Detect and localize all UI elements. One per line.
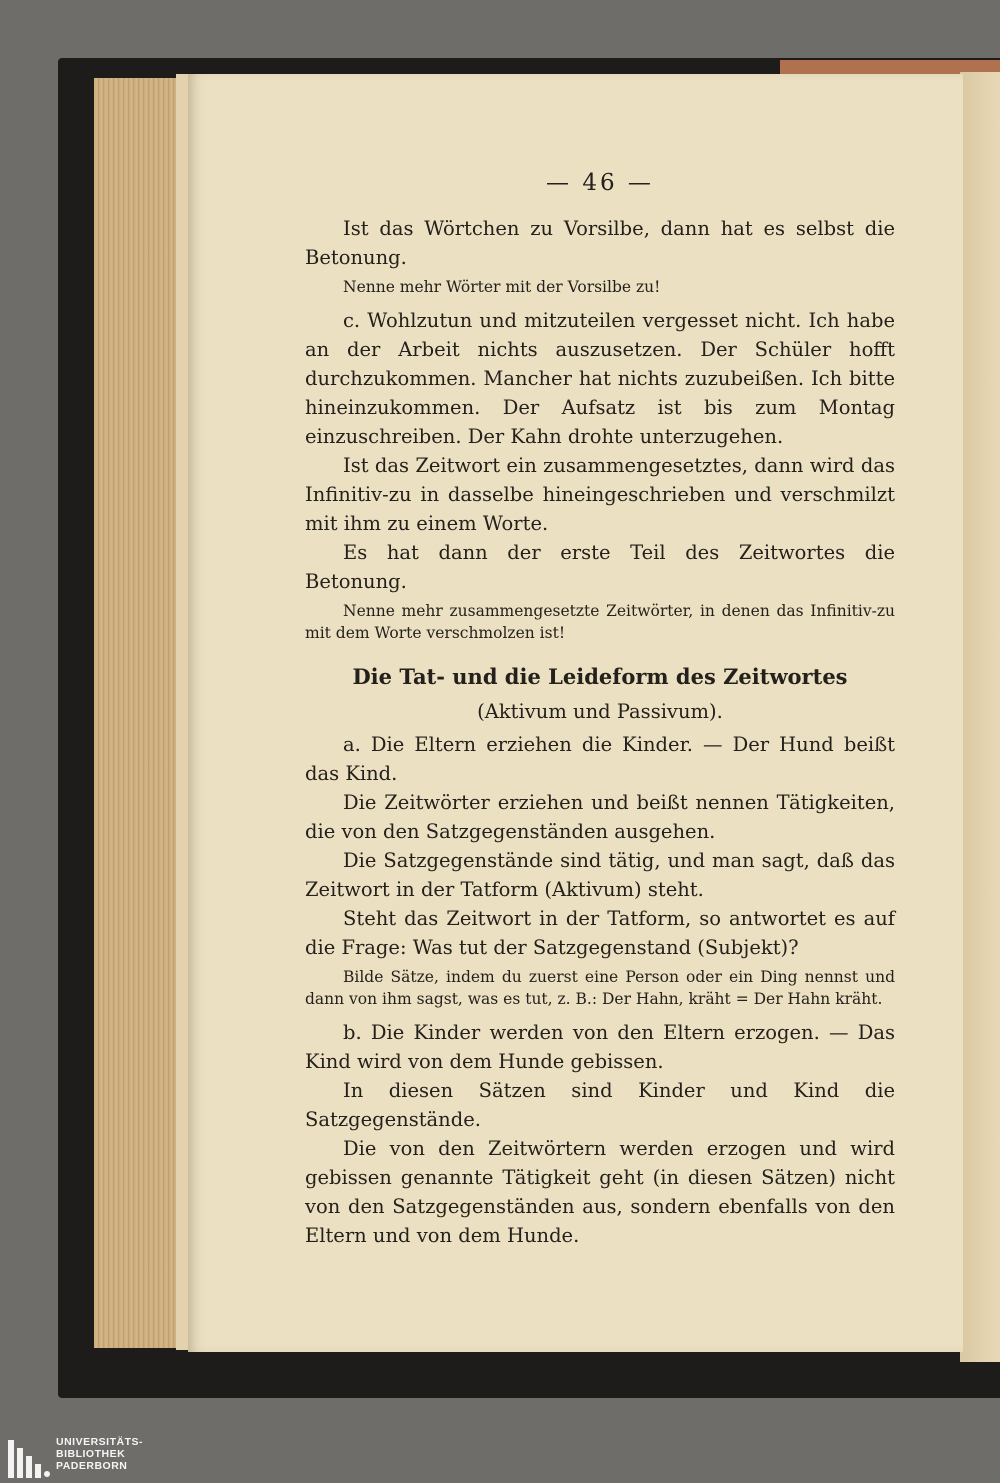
- paragraph-10: In diesen Sätzen sind Kinder und Kind die Satzgegenstände.: [305, 1079, 895, 1131]
- paragraph-4: Es hat dann der erste Teil des Zeitwortes die Betonung.: [305, 541, 895, 593]
- library-name-line-3: PADERBORN: [56, 1460, 128, 1472]
- exercise-note-2: Nenne mehr zusammengesetzte Zeitwörter, in denen das Infinitiv-zu mit dem Worte verschmolzen ist!: [305, 602, 895, 642]
- library-name: [56, 1436, 143, 1472]
- paragraph-7: Die Satzgegenstände sind tätig, und man sagt, daß das Zeitwort in der Tatform (Aktivum) steht.: [305, 849, 895, 901]
- paragraph-8: Steht das Zeitwort in der Tatform, so antwortet es auf die Frage: Was tut der Satzgegenstand (Subjekt)?: [305, 907, 895, 959]
- library-logo-icon: [6, 1435, 50, 1481]
- paragraph-a-examples: a. Die Eltern erziehen die Kinder. — Der Hund beißt das Kind.: [305, 733, 895, 785]
- exercise-note-3: Bilde Sätze, indem du zuerst eine Person oder ein Ding nennst und dann von ihm sagst, was es tut, z. B.: Der Hahn, kräht = Der Hahn kräht.: [305, 968, 895, 1008]
- section-subheading: (Aktivum und Passivum).: [477, 700, 723, 723]
- paragraph-6: Die Zeitwörter erziehen und beißt nennen Tätigkeiten, die von den Satzgegenständen ausgehen.: [305, 791, 895, 843]
- paragraph-c-examples: c. Wohlzutun und mitzuteilen vergesset nicht. Ich habe an der Arbeit nichts auszusetzen. Der Schüler hofft durchzukommen. Mancher hat nichts zuzubeißen. Ich bitte hineinzukommen. Der Aufsatz ist bis zum Montag einzuschreiben. Der Kahn drohte unterzugehen.: [305, 309, 895, 448]
- exercise-note-1: Nenne mehr Wörter mit der Vorsilbe zu!: [343, 278, 661, 296]
- page-text: [305, 170, 895, 1250]
- library-name-line-1: UNIVERSITÄTS-: [56, 1436, 144, 1448]
- library-footer: [0, 1432, 1000, 1483]
- section-heading: Die Tat- und die Leideform des Zeitwortes: [352, 664, 848, 689]
- paragraph-11: Die von den Zeitwörtern werden erzogen und wird gebissen genannte Tätigkeit geht (in diesen Sätzen) nicht von den Satzgegenständen aus, sondern ebenfalls von den Eltern und von dem Hunde.: [305, 1137, 895, 1247]
- paragraph-b-examples: b. Die Kinder werden von den Eltern erzogen. — Das Kind wird von dem Hunde gebissen.: [305, 1021, 895, 1073]
- facing-page-edge: [960, 72, 1000, 1362]
- library-name-line-2: BIBLIOTHEK: [56, 1448, 126, 1460]
- paragraph-3: Ist das Zeitwort ein zusammengesetztes, dann wird das Infinitiv-zu in dasselbe hineingeschrieben und verschmilzt mit ihm zu einem Worte.: [305, 454, 895, 535]
- paragraph-1: Ist das Wörtchen zu Vorsilbe, dann hat es selbst die Betonung.: [305, 217, 895, 269]
- page-number: — 46 —: [546, 170, 654, 196]
